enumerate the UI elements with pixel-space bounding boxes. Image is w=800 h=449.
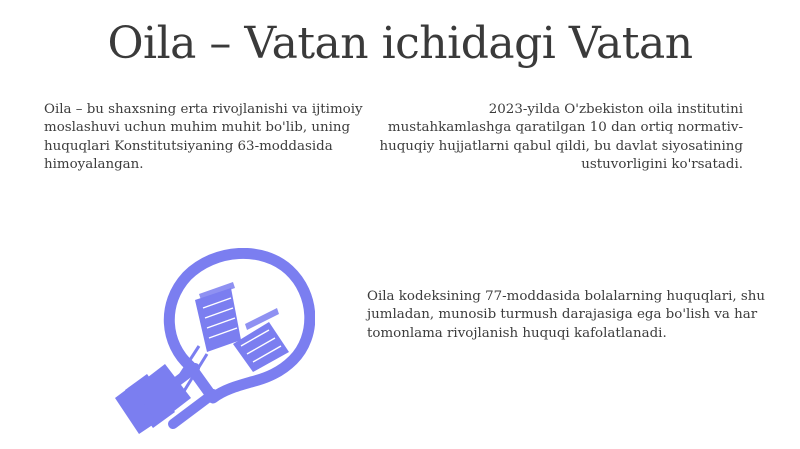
paragraph-left: Oila – bu shaxsning erta rivojlanishi va ijtimoiy moslashuvi uchun muhim muhit bo'lib, uning huquqlari Konstitutsiyaning 63-moddasida himoyalangan.	[44, 102, 363, 173]
lightbulb-book-icon	[95, 248, 315, 434]
paragraph-right: 2023-yilda O'zbekiston oila institutini mustahkamlashga qaratilgan 10 dan ortiq normativ-huquqiy hujjatlarni qabul qildi, bu davlat siyosatining ustuvorligini ko'rsatadi.	[379, 102, 743, 173]
slide-title: Oila – Vatan ichidagi Vatan	[107, 18, 693, 69]
paragraph-bottom: Oila kodeksining 77-moddasida bolalarning huquqlari, shu jumladan, munosib turmush darajasiga ega bo'lish va har tomonlama rivojlanish huquqi kafolatlanadi.	[367, 289, 766, 341]
